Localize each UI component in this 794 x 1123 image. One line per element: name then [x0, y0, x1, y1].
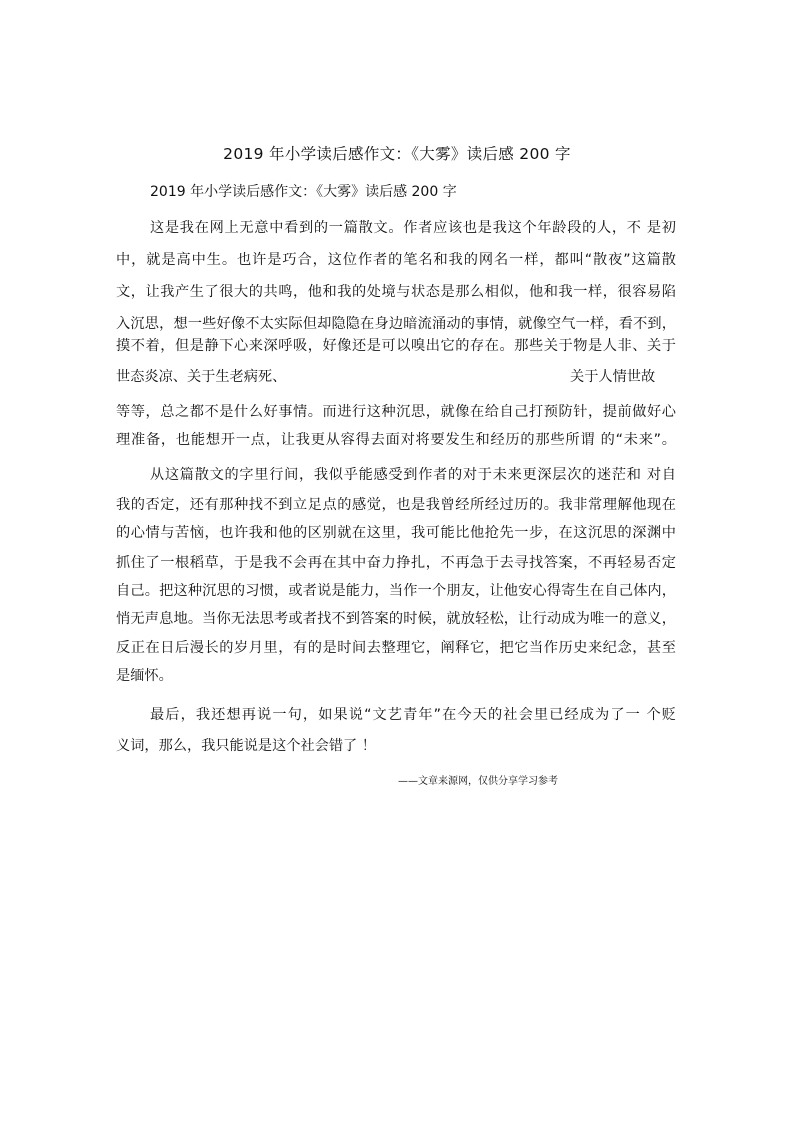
paragraph-1-line-4: 入沉思，想一些好像不太实际但却隐隐在身边暗流涌动的事情，就像空气一样，看不到， — [116, 316, 676, 332]
paragraph-1-line-7: 等等，总之都不是什么好事情。而进行这种沉思，就像在给自己打预防针，提前做好心 — [116, 404, 676, 420]
paragraph-2-line-7: 反正在日后漫长的岁月里，有的是时间去整理它，阐释它，把它当作历史来纪念，甚至 — [116, 640, 676, 656]
paragraph-2-line-1: 从这篇散文的字里行间，我似乎能感受到作者的对于未来更深层次的迷茫和 对自 — [150, 467, 676, 483]
source-note: ——文章来源网，仅供分享学习参考 — [398, 776, 558, 787]
paragraph-3-line-1: 最后，我还想再说一句，如果说“文艺青年”在今天的社会里已经成为了一 个贬 — [150, 707, 676, 723]
paragraph-1-line-6-right: 关于人情世故 — [570, 369, 656, 385]
paragraph-2-line-3: 的心情与苦恼，也许我和他的区别就在这里，我可能比他抢先一步，在这沉思的深渊中 — [116, 525, 676, 541]
document-subtitle: 2019 年小学读后感作文：《大雾》读后感 200 字 — [150, 184, 457, 200]
paragraph-2-line-6: 悄无声息地。当你无法思考或者找不到答案的时候，就放轻松，让行动成为唯一的意义， — [116, 611, 676, 627]
paragraph-2-line-2: 我的否定，还有那种找不到立足点的感觉，也是我曾经所经过历的。我非常理解他现在 — [116, 497, 676, 513]
paragraph-1-line-8: 理准备，也能想开一点，让我更从容得去面对将要发生和经历的那些所谓 的“未来”。 — [116, 432, 676, 448]
paragraph-1-line-6-left: 世态炎凉、关于生老病死、 — [116, 369, 287, 385]
paragraph-3-line-2: 义词，那么，我只能说是这个社会错了 ！ — [116, 738, 376, 754]
paragraph-1-line-5: 摸不着，但是静下心来深呼吸，好像还是可以嗅出它的存在。那些关于物是人非、关于 — [116, 338, 676, 354]
paragraph-1-line-3: 文，让我产生了很大的共鸣，他和我的处境与状态是那么相似，他和我一样，很容易陷 — [116, 284, 676, 300]
paragraph-2-line-8: 是缅怀。 — [116, 668, 173, 684]
paragraph-1-line-1: 这是我在网上无意中看到的一篇散文。作者应该也是我这个年龄段的人，不 是初 — [150, 220, 676, 236]
paragraph-1-line-2: 中，就是高中生。也许是巧合，这位作者的笔名和我的网名一样，都叫“散夜”这篇散 — [116, 252, 676, 268]
paragraph-2-line-5: 自己。把这种沉思的习惯，或者说是能力，当作一个朋友，让他安心得寄生在自己体内， — [116, 583, 676, 599]
document-title: 2019 年小学读后感作文：《大雾》读后感 200 字 — [223, 145, 571, 163]
paragraph-2-line-4: 抓住了一根稻草，于是我不会再在其中奋力挣扎，不再急于去寻找答案，不再轻易否定 — [116, 555, 676, 571]
